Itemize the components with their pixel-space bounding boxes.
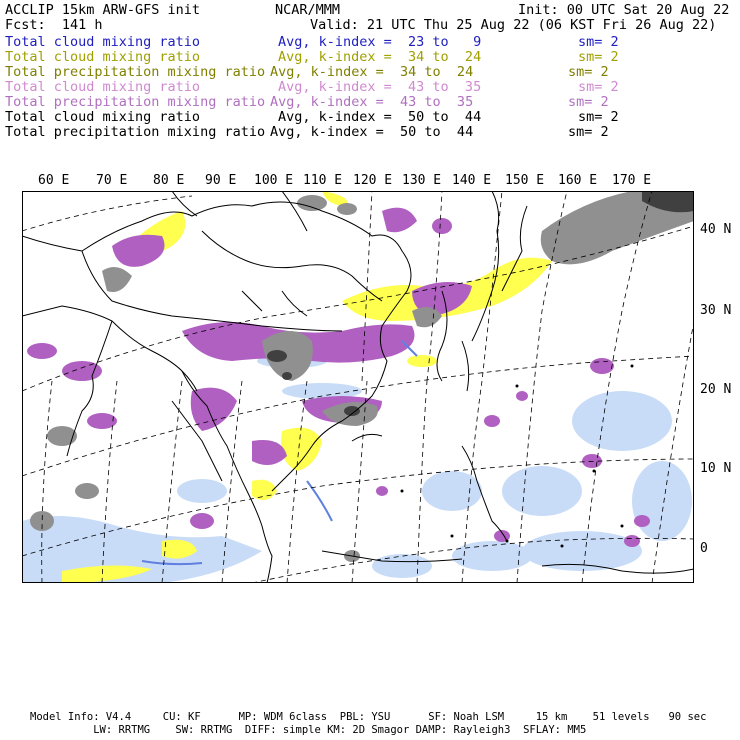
lon-label: 140 E [452, 173, 492, 188]
field-name: Total precipitation mixing ratio [5, 94, 266, 110]
org-label: NCAR/MMM [275, 2, 341, 18]
field-stat: Avg, k-index = 34 to 24 [278, 49, 482, 65]
field-name: Total precipitation mixing ratio [5, 64, 266, 80]
model-info-line2: LW: RRTMG SW: RRTMG DIFF: simple KM: 2D Smagor DAMP: Rayleigh3 SFLAY: MM5 [30, 724, 587, 736]
valid-time: Valid: 21 UTC Thu 25 Aug 22 (06 KST Fri 26 Aug 22) [310, 17, 717, 33]
lon-label: 130 E [402, 173, 442, 188]
lon-label: 120 E [353, 173, 393, 188]
lon-label: 150 E [505, 173, 545, 188]
field-sm: sm= 2 [568, 94, 609, 110]
field-sm: sm= 2 [578, 49, 619, 65]
field-name: Total cloud mixing ratio [5, 49, 201, 65]
lon-label: 60 E [38, 173, 70, 188]
lon-label: 70 E [96, 173, 128, 188]
model-info-line1: Model Info: V4.4 CU: KF MP: WDM 6class PBL: YSU SF: Noah LSM 15 km 51 levels 90 sec [30, 711, 707, 723]
field-sm: sm= 2 [568, 64, 609, 80]
field-sm: sm= 2 [578, 34, 619, 50]
forecast-hour: Fcst: 141 h [5, 17, 103, 33]
lat-label: 0 [700, 541, 708, 556]
field-stat: Avg, k-index = 23 to 9 [278, 34, 482, 50]
forecast-map [22, 191, 694, 583]
lon-label: 110 E [303, 173, 343, 188]
field-sm: sm= 2 [578, 79, 619, 95]
field-name: Total cloud mixing ratio [5, 79, 201, 95]
field-stat: Avg, k-index = 34 to 24 [270, 64, 474, 80]
field-name: Total precipitation mixing ratio [5, 124, 266, 140]
lon-label: 160 E [558, 173, 598, 188]
field-sm: sm= 2 [568, 124, 609, 140]
field-name: Total cloud mixing ratio [5, 34, 201, 50]
field-stat: Avg, k-index = 50 to 44 [270, 124, 474, 140]
field-sm: sm= 2 [578, 109, 619, 125]
init-time: Init: 00 UTC Sat 20 Aug 22 [518, 2, 730, 18]
lat-label: 10 N [700, 461, 732, 476]
field-name: Total cloud mixing ratio [5, 109, 201, 125]
lat-label: 40 N [700, 222, 732, 237]
lat-label: 30 N [700, 303, 732, 318]
field-stat: Avg, k-index = 43 to 35 [270, 94, 474, 110]
field-stat: Avg, k-index = 50 to 44 [278, 109, 482, 125]
lon-label: 80 E [153, 173, 185, 188]
model-title: ACCLIP 15km ARW-GFS init [5, 2, 201, 18]
field-stat: Avg, k-index = 43 to 35 [278, 79, 482, 95]
lon-label: 90 E [205, 173, 237, 188]
lon-label: 100 E [254, 173, 294, 188]
lat-label: 20 N [700, 382, 732, 397]
lon-label: 170 E [612, 173, 652, 188]
